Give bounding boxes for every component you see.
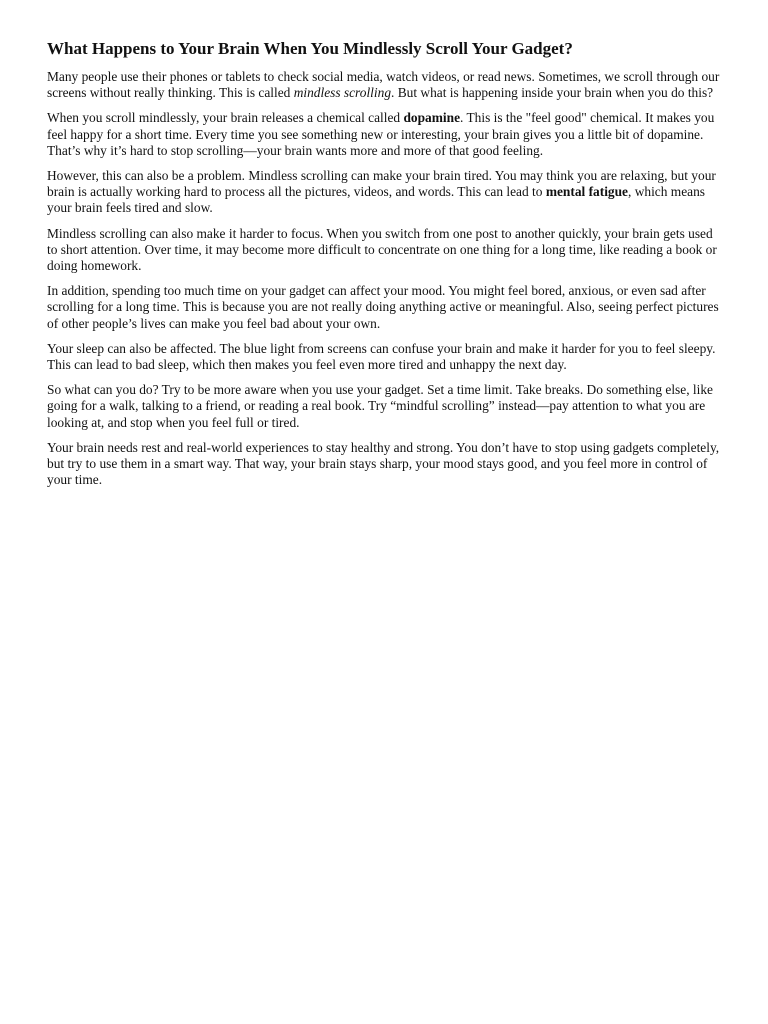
- paragraph-dopamine: [47, 110, 723, 159]
- paragraph-dopamine-text-1: When you scroll mindlessly, your brain releases a chemical called: [47, 110, 404, 126]
- paragraph-dopamine-text-2: . This is the "feel good" chemical. It makes you feel happy for a short time. Every time you see something new or interesting, your brain gives you a little bit of dopamine. That’s why it’s hard to stop scrolling—your brain wants more and more of that good feeling.: [47, 110, 715, 158]
- paragraph-conclusion: Your brain needs rest and real-world experiences to stay healthy and strong. You don’t have to stop using gadgets completely, but try to use them in a smart way. That way, your brain stays sharp, your mood stays good, and you feel more in control of your time.: [47, 439, 720, 488]
- paragraph-fatigue: [47, 168, 723, 217]
- paragraph-mood: In addition, spending too much time on your gadget can affect your mood. You might feel bored, anxious, or even sad after scrolling for a long time. This is because you are not really doing anything active or meaningful. Also, seeing perfect pictures of other people’s lives can make you feel bad about your own.: [47, 283, 719, 331]
- paragraph-fatigue-text-2: , which means your brain feels tired and slow.: [47, 184, 705, 216]
- dopamine-term: dopamine: [403, 110, 461, 126]
- paragraph-intro-text-2: . But what is happening inside your brain when you do this?: [391, 85, 714, 101]
- paragraph-focus: Mindless scrolling can also make it harder to focus. When you switch from one post to another quickly, your brain gets used to short attention. Over time, it may become more difficult to concentrate on one thing for a long time, like reading a book or doing homework.: [47, 225, 717, 274]
- document-page: [47, 38, 723, 497]
- paragraph-intro-text-1: Many people use their phones or tablets to check social media, watch videos, or read news. Sometimes, we scroll through our screens without really thinking. This is called: [47, 69, 720, 101]
- article-title: What Happens to Your Brain When You Mindlessly Scroll Your Gadget?: [47, 39, 573, 58]
- paragraph-intro: [47, 69, 723, 101]
- paragraph-fatigue-text-1: However, this can also be a problem. Mindless scrolling can make your brain tired. You may think you are relaxing, but your brain is actually working hard to process all the pictures, videos, and words. This can lead to: [47, 168, 716, 200]
- mindless-scrolling-term: mindless scrolling: [293, 85, 392, 101]
- paragraph-advice: So what can you do? Try to be more aware when you use your gadget. Set a time limit. Take breaks. Do something else, like going for a walk, talking to a friend, or reading a real book. Try “mindful scrolling” instead—pay attention to what you are looking at, and stop when you feel full or tired.: [47, 382, 713, 430]
- paragraph-sleep: Your sleep can also be affected. The blue light from screens can confuse your brain and make it harder for you to feel sleepy. This can lead to bad sleep, which then makes you feel even more tired and unhappy the next day.: [47, 340, 716, 373]
- mental-fatigue-term: mental fatigue: [545, 184, 629, 200]
